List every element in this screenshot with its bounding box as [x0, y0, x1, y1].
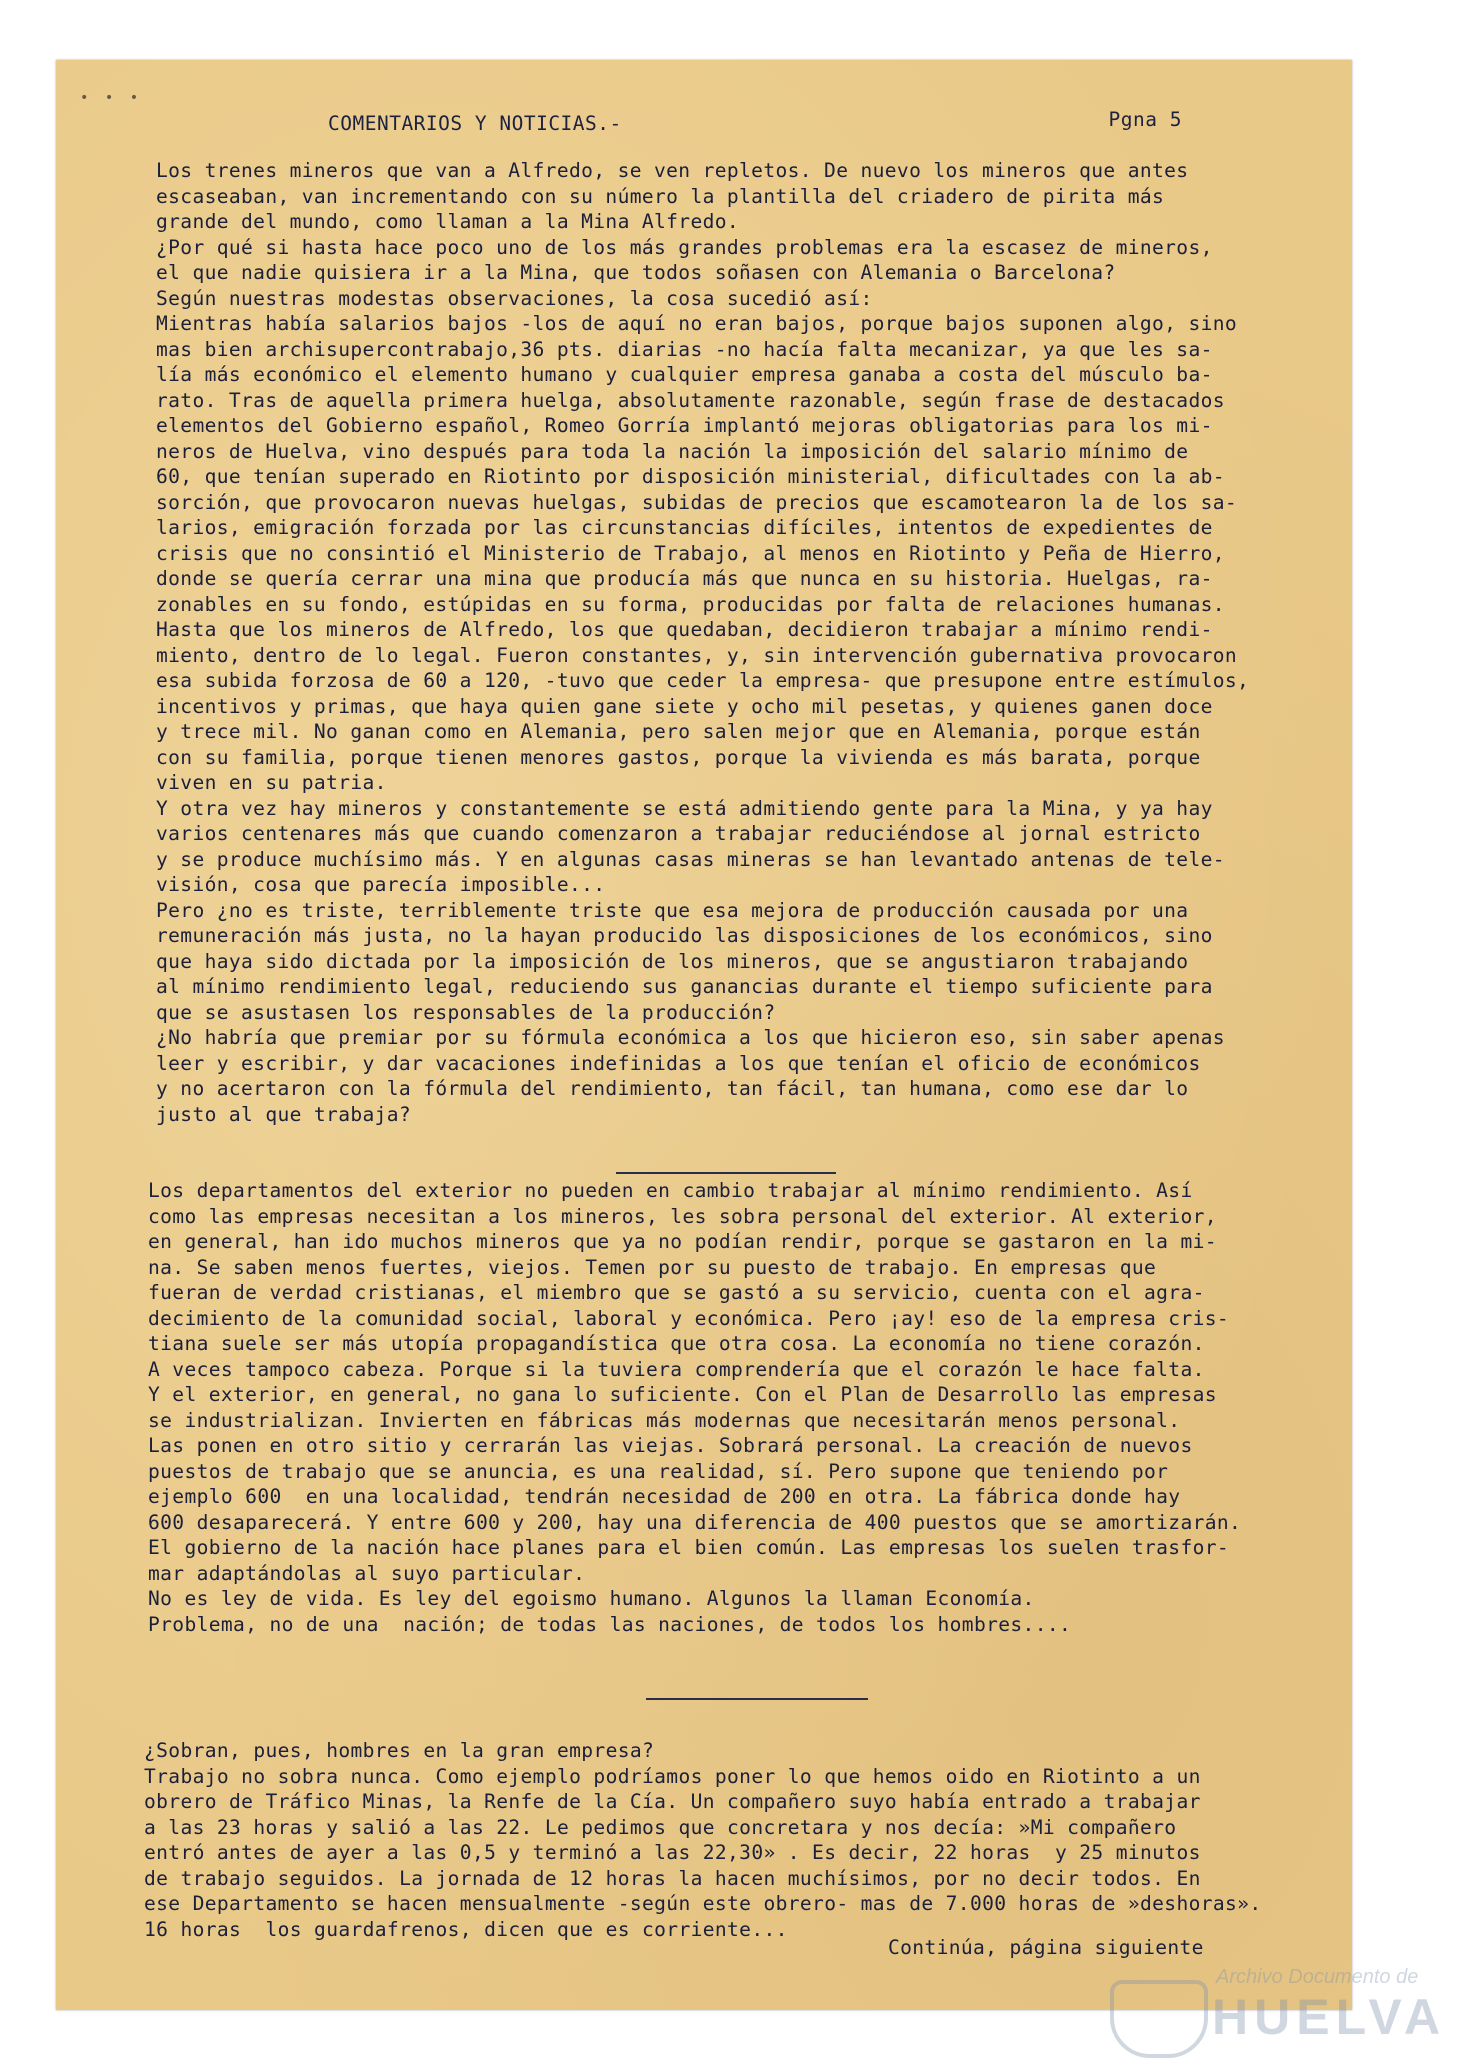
section-2-text: Los departamentos del exterior no pueden en cambio trabajar al mínimo rendimiento. Así como las empresas necesitan a los mineros, les sobra personal del exterior. Al exterior, en general, han ido muchos mineros que ya no podían rendir, porque se gastaron en la mi- na. Se saben menos fuertes, viejos. Temen por su puesto de trabajo. En empresas que fueran de verdad cristianas, el miembro que se gastó a su servicio, cuenta con el agra- decimiento de la comunidad social, laboral y económica. Pero ¡ay! eso de la empresa cris- tiana suele ser más utopía propagandística que otra cosa. La economía no tiene corazón. A veces tampoco cabeza. Porque si la tuviera comprendería que el corazón le hace falta. Y el exterior, en general, no gana lo suficiente. Con el Plan de Desarrollo las empresas se industrializan. Invierten en fábricas más modernas que necesitarán menos personal. Las ponen en otro sitio y cerrarán las viejas. Sobrará personal. La creación de nuevos puestos de trabajo que se anuncia, es una realidad, sí. Pero supone que teniendo por ejemplo 600 en una localidad, tendrán necesidad de 200 en otra. La fábrica donde hay 600 desaparecerá. Y entre 600 y 200, hay una diferencia de 400 puestos que se amortizarán. El gobierno de la nación hace planes para el bien común. Las empresas los suelen trasfor- mar adaptándolas al suyo particular. No es ley de vida. Es ley del egoismo humano. Algunos la llaman Economía. Problema, no de una nación; de todas las naciones, de todos los hombres....	[148, 1179, 1242, 1636]
section-3-text: ¿Sobran, pues, hombres en la gran empresa? Trabajo no sobra nunca. Como ejemplo podríamos poner lo que hemos oido en Riotinto a un obrero de Tráfico Minas, la Renfe de la Cía. Un compañero suyo había entrado a trabajar a las 23 horas y salió a las 22. Le pedimos que concretara y nos decía: »Mi compañero entró antes de ayer a las 0,5 y terminó a las 22,30» . Es decir, 22 horas y 25 minutos de trabajo seguidos. La jornada de 12 horas la hacen muchísimos, por no decir todos. En ese Departamento se hacen mensualmente -según este obrero- mas de 7.000 horas de »deshoras». 16 horas los guardafrenos, dicen que es corriente...	[144, 1739, 1262, 1941]
section-1-text: Los trenes mineros que van a Alfredo, se ven repletos. De nuevo los mineros que antes escaseaban, van incrementando con su número la plantilla del criadero de pirita más grande del mundo, como llaman a la Mina Alfredo. ¿Por qué si hasta hace poco uno de los más grandes problemas era la escasez de mineros, el que nadie quisiera ir a la Mina, que todos soñasen con Alemania o Barcelona? Según nuestras modestas observaciones, la cosa sucedió así: Mientras había salarios bajos -los de aquí no eran bajos, porque bajos suponen algo, sino mas bien archisupercontrabajo,36 pts. diarias -no hacía falta mecanizar, ya que les sa- lía más económico el elemento humano y cualquier empresa ganaba a costa del músculo ba- rato. Tras de aquella primera huelga, absolutamente razonable, según frase de destacados elementos del Gobierno español, Romeo Gorría implantó mejoras obligatorias para los mi- neros de Huelva, vino después para toda la nación la imposición del salario mínimo de 60, que tenían superado en Riotinto por disposición ministerial, dificultades con la ab- sorción, que provocaron nuevas huelgas, subidas de precios que escamotearon la de los sa- larios, emigración forzada por las circunstancias difíciles, intentos de expedientes de crisis que no consintió el Ministerio de Trabajo, al menos en Riotinto y Peña de Hierro, donde se quería cerrar una mina que producía más que nunca en su historia. Huelgas, ra- zonables en su fondo, estúpidas en su forma, producidas por falta de relaciones humanas. Hasta que los mineros de Alfredo, los que quedaban, decidieron trabajar a mínimo rendi- miento, dentro de lo legal. Fueron constantes, y, sin intervención gubernativa provocaron esa subida forzosa de 60 a 120, -tuvo que ceder la empresa- que presupone entre estímulos, incentivos y primas, que haya quien gane siete y ocho mil pesetas, y quienes ganen doce y trece mil. No ganan como en Alemania, pero salen mejor que en Alemania, porque están con su familia, porque tienen menores gastos, porque la vivienda es más barata, porque viven en su patria. Y otra vez hay mineros y constantemente se está admitiendo gente para la Mina, y ya hay varios centenares más que cuando comenzaron a trabajar reduciéndose al jornal estricto y se produce muchísimo más. Y en algunas casas mineras se han levantado antenas de tele- visión, cosa que parecía imposible... Pero ¿no es triste, terriblemente triste que esa mejora de producción causada por una remuneración más justa, no la hayan producido las disposiciones de los económicos, sino que haya sido dictada por la imposición de los mineros, que se angustiaron trabajando al mínimo rendimiento legal, reduciendo sus ganancias durante el tiempo suficiente para que se asustasen los responsables de la producción? ¿No habría que premiar por su fórmula económica a los que hicieron eso, sin saber apenas leer y escribir, y dar vacaciones indefinidas a los que tenían el oficio de económicos y no acertaron con la fórmula del rendimiento, tan fácil, tan humana, como ese dar lo justo al que trabaja?	[156, 159, 1250, 1126]
section-divider-1	[616, 1172, 836, 1174]
header-title: COMENTARIOS Y NOTICIAS.-	[328, 112, 622, 135]
punch-marks: • • •	[80, 90, 143, 106]
watermark-title: HUELVA	[1212, 1989, 1447, 2045]
continuation-note: Continúa, página siguiente	[888, 1936, 1204, 1959]
section-divider-2	[646, 1698, 868, 1700]
page-header	[328, 108, 1228, 140]
document-page	[56, 60, 1447, 2045]
page-number: Pgna 5	[1108, 108, 1182, 131]
watermark-caption: Archivo Documento de	[1216, 1966, 1419, 1988]
archive-watermark	[1096, 1966, 1466, 2052]
shield-icon	[1110, 1980, 1208, 2058]
